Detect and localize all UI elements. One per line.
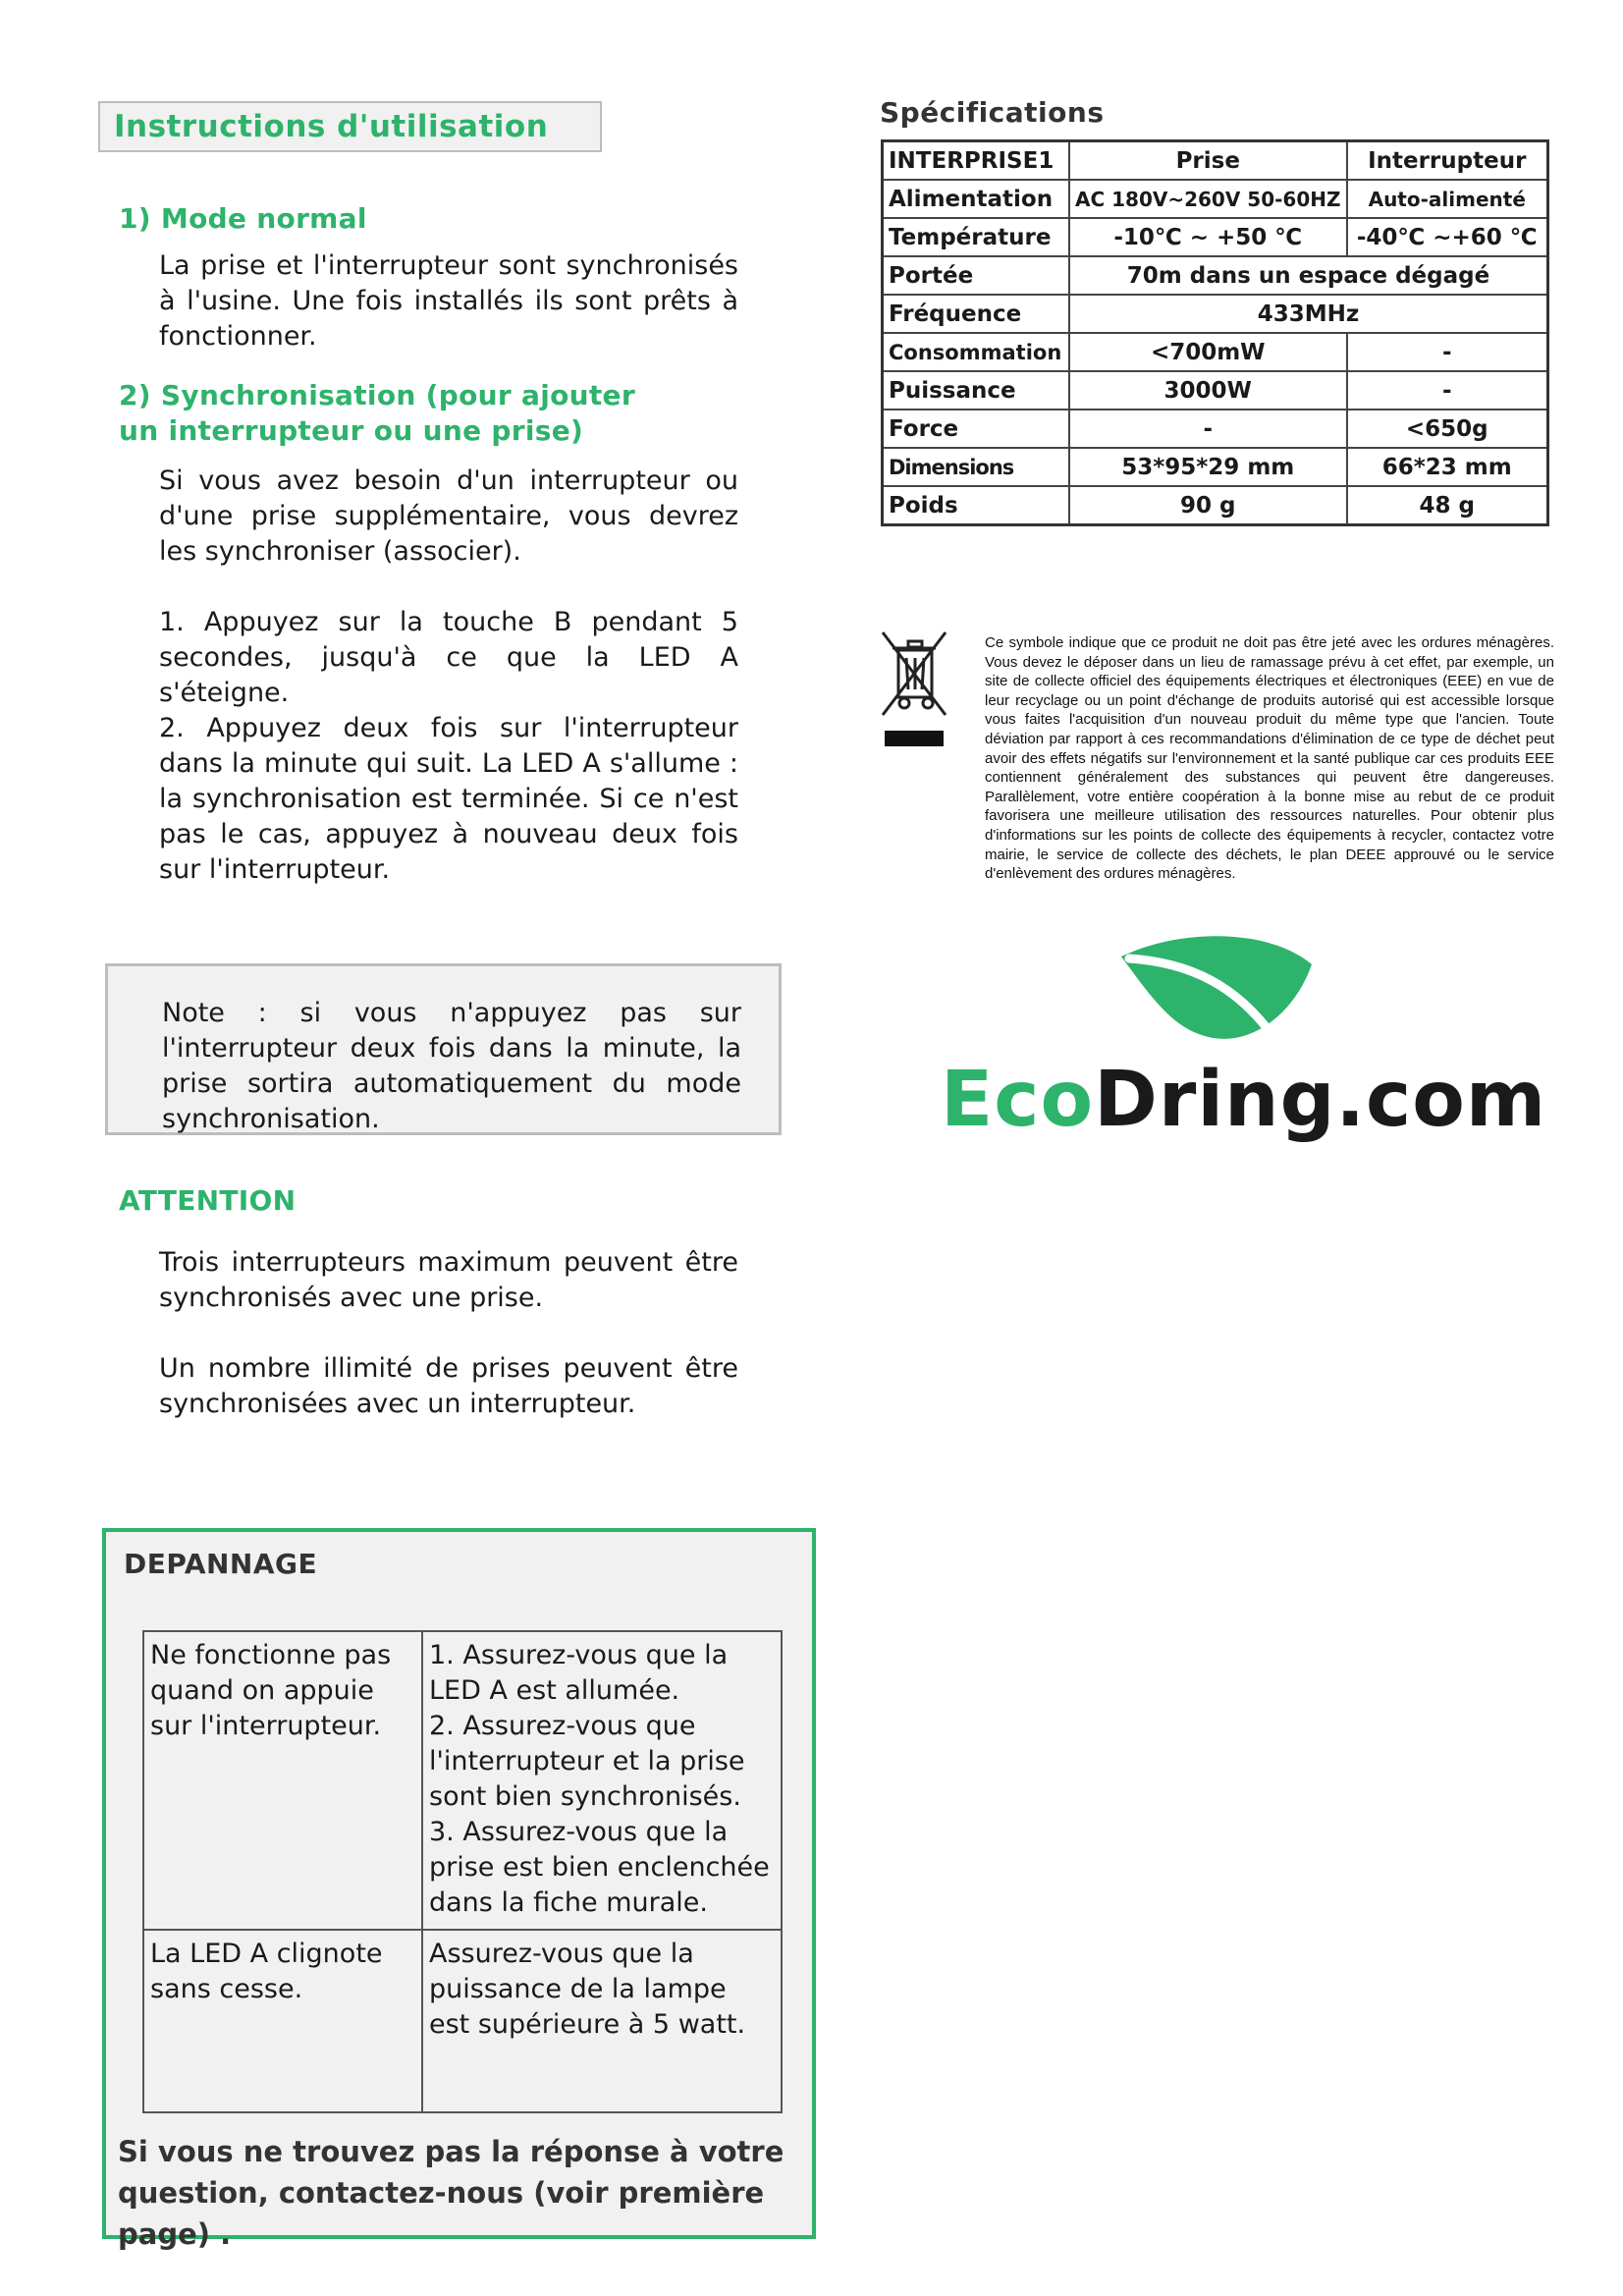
spec-label: Poids — [883, 486, 1070, 525]
table-row — [883, 371, 1548, 410]
solution-cell — [422, 1930, 782, 2112]
logo-part-dring: Dring.com — [1094, 1056, 1547, 1144]
mode-normal-heading: 1) Mode normal — [119, 202, 367, 235]
table-row — [883, 448, 1548, 486]
spec-value-interrupteur: -40℃ ~+60 ℃ — [1347, 218, 1548, 256]
sync-step-2: 2. Appuyez deux fois sur l'interrupteur dans la minute qui suit. La LED A s'allume : la synchronisation est terminée. Si ce n'est pas le cas, appuyez à nouveau deux fois sur l'interrupteur. — [159, 713, 738, 885]
spec-value-prise: <700mW — [1069, 333, 1347, 371]
leaf-icon — [1119, 933, 1316, 1060]
solution-line: Assurez-vous que la puissance de la lampe est supérieure à 5 watt. — [429, 1939, 746, 2040]
note-text: Note : si vous n'appuyez pas sur l'interrupteur deux fois dans la minute, la prise sortira automatiquement du mode synchronisation. — [162, 998, 741, 1134]
spec-value-prise: AC 180V~260V 50-60HZ — [1069, 180, 1347, 218]
specifications-title: Spécifications — [880, 96, 1105, 129]
spec-value-interrupteur: - — [1347, 371, 1548, 410]
table-row — [883, 218, 1548, 256]
spec-value-prise: 53*95*29 mm — [1069, 448, 1347, 486]
spec-label: Force — [883, 410, 1070, 448]
sync-step-1: 1. Appuyez sur la touche B pendant 5 secondes, jusqu'à ce que la LED A s'éteigne. — [159, 607, 738, 708]
spec-value-prise: -10℃ ~ +50 ℃ — [1069, 218, 1347, 256]
sync-heading-line1: 2) Synchronisation (pour ajouter — [119, 379, 635, 411]
crossed-out-bin-icon — [879, 629, 949, 756]
note-box — [105, 963, 782, 1135]
spec-value-interrupteur: 66*23 mm — [1347, 448, 1548, 486]
table-row — [143, 1930, 782, 2112]
problem-cell: Ne fonctionne pas quand on appuie sur l'interrupteur. — [143, 1631, 422, 1930]
spec-value-interrupteur: Auto-alimenté — [1347, 180, 1548, 218]
solution-line: 3. Assurez-vous que la prise est bien enclenchée dans la fiche murale. — [429, 1817, 770, 1918]
sync-intro-text: Si vous avez besoin d'un interrupteur ou d'une prise supplémentaire, vous devrez les synchroniser (associer). — [159, 465, 738, 567]
spec-label: Consommation — [883, 333, 1070, 371]
table-row — [883, 141, 1548, 181]
solution-line: 2. Assurez-vous que l'interrupteur et la prise sont bien synchronisés. — [429, 1711, 745, 1812]
spec-value-interrupteur: 48 g — [1347, 486, 1548, 525]
table-row — [883, 333, 1548, 371]
solution-line: 1. Assurez-vous que la LED A est allumée. — [429, 1640, 729, 1706]
mode-normal-text: La prise et l'interrupteur sont synchronisés à l'usine. Une fois installés ils sont prêts à fonctionner. — [159, 250, 738, 352]
table-row — [883, 486, 1548, 525]
spec-label: Fréquence — [883, 295, 1070, 333]
attention-heading: ATTENTION — [119, 1184, 297, 1217]
specifications-table — [881, 139, 1549, 526]
spec-label: Température — [883, 218, 1070, 256]
spec-header-prise: Prise — [1069, 141, 1347, 181]
table-row — [883, 295, 1548, 333]
depannage-box — [102, 1528, 816, 2251]
table-row — [883, 256, 1548, 295]
spec-value-merged: 433MHz — [1069, 295, 1548, 333]
weee-disposal-text: Ce symbole indique que ce produit ne doit pas être jeté avec les ordures ménagères. Vous devez le déposer dans un lieu de ramassage prévu à cet effet, par exemple, un site de collecte officiel des équipements électriques et électroniques (EEE) en vue de leur recyclage ou un point d'échange de produits autorisé qui est accessible lorsque vous faites l'acquisition d'un nouveau produit du même type que l'ancien. Toute déviation par rapport à ces recommandations d'élimination de ce type de déchet peut avoir des effets négatifs sur l'environnement et la santé publique car ces produits EEE contiennent généralement des substances qui peuvent être dangereuses. Parallèlement, votre entière coopération à la bonne mise au rebut de ce produit favorisera une meilleure utilisation des ressources naturelles. Pour obtenir plus d'informations sur les points de collecte des équipements à recycler, contactez votre mairie, le service de collecte des déchets, le plan DEEE approuvé ou le service d'enlèvement des ordures ménagères. — [985, 634, 1554, 883]
table-row — [883, 180, 1548, 218]
depannage-footer: Si vous ne trouvez pas la réponse à votre question, contactez-nous (voir première page) . — [118, 2135, 784, 2251]
attention-text-1: Trois interrupteurs maximum peuvent être synchronisés avec une prise. — [159, 1247, 738, 1313]
logo-part-eco: Eco — [941, 1056, 1095, 1144]
spec-value-interrupteur: <650g — [1347, 410, 1548, 448]
spec-value-prise: - — [1069, 410, 1347, 448]
table-row — [883, 410, 1548, 448]
depannage-table — [142, 1630, 783, 2113]
spec-label: Portée — [883, 256, 1070, 295]
spec-header-interrupteur: Interrupteur — [1347, 141, 1548, 181]
problem-cell: La LED A clignote sans cesse. — [143, 1930, 422, 2112]
depannage-title: DEPANNAGE — [124, 1548, 318, 1580]
spec-label: Alimentation — [883, 180, 1070, 218]
solution-cell — [422, 1631, 782, 1930]
spec-label: Dimensions — [883, 448, 1070, 486]
spec-label: Puissance — [883, 371, 1070, 410]
sync-heading-line2: un interrupteur ou une prise) — [119, 414, 584, 447]
spec-value-interrupteur: - — [1347, 333, 1548, 371]
spec-value-prise: 3000W — [1069, 371, 1347, 410]
spec-header-model: INTERPRISE1 — [883, 141, 1070, 181]
ecodring-logo — [941, 1056, 1546, 1144]
table-row — [143, 1631, 782, 1930]
instructions-title: Instructions d'utilisation — [98, 101, 602, 152]
spec-value-prise: 90 g — [1069, 486, 1347, 525]
attention-text-2: Un nombre illimité de prises peuvent être synchronisées avec un interrupteur. — [159, 1353, 738, 1419]
spec-value-merged: 70m dans un espace dégagé — [1069, 256, 1548, 295]
